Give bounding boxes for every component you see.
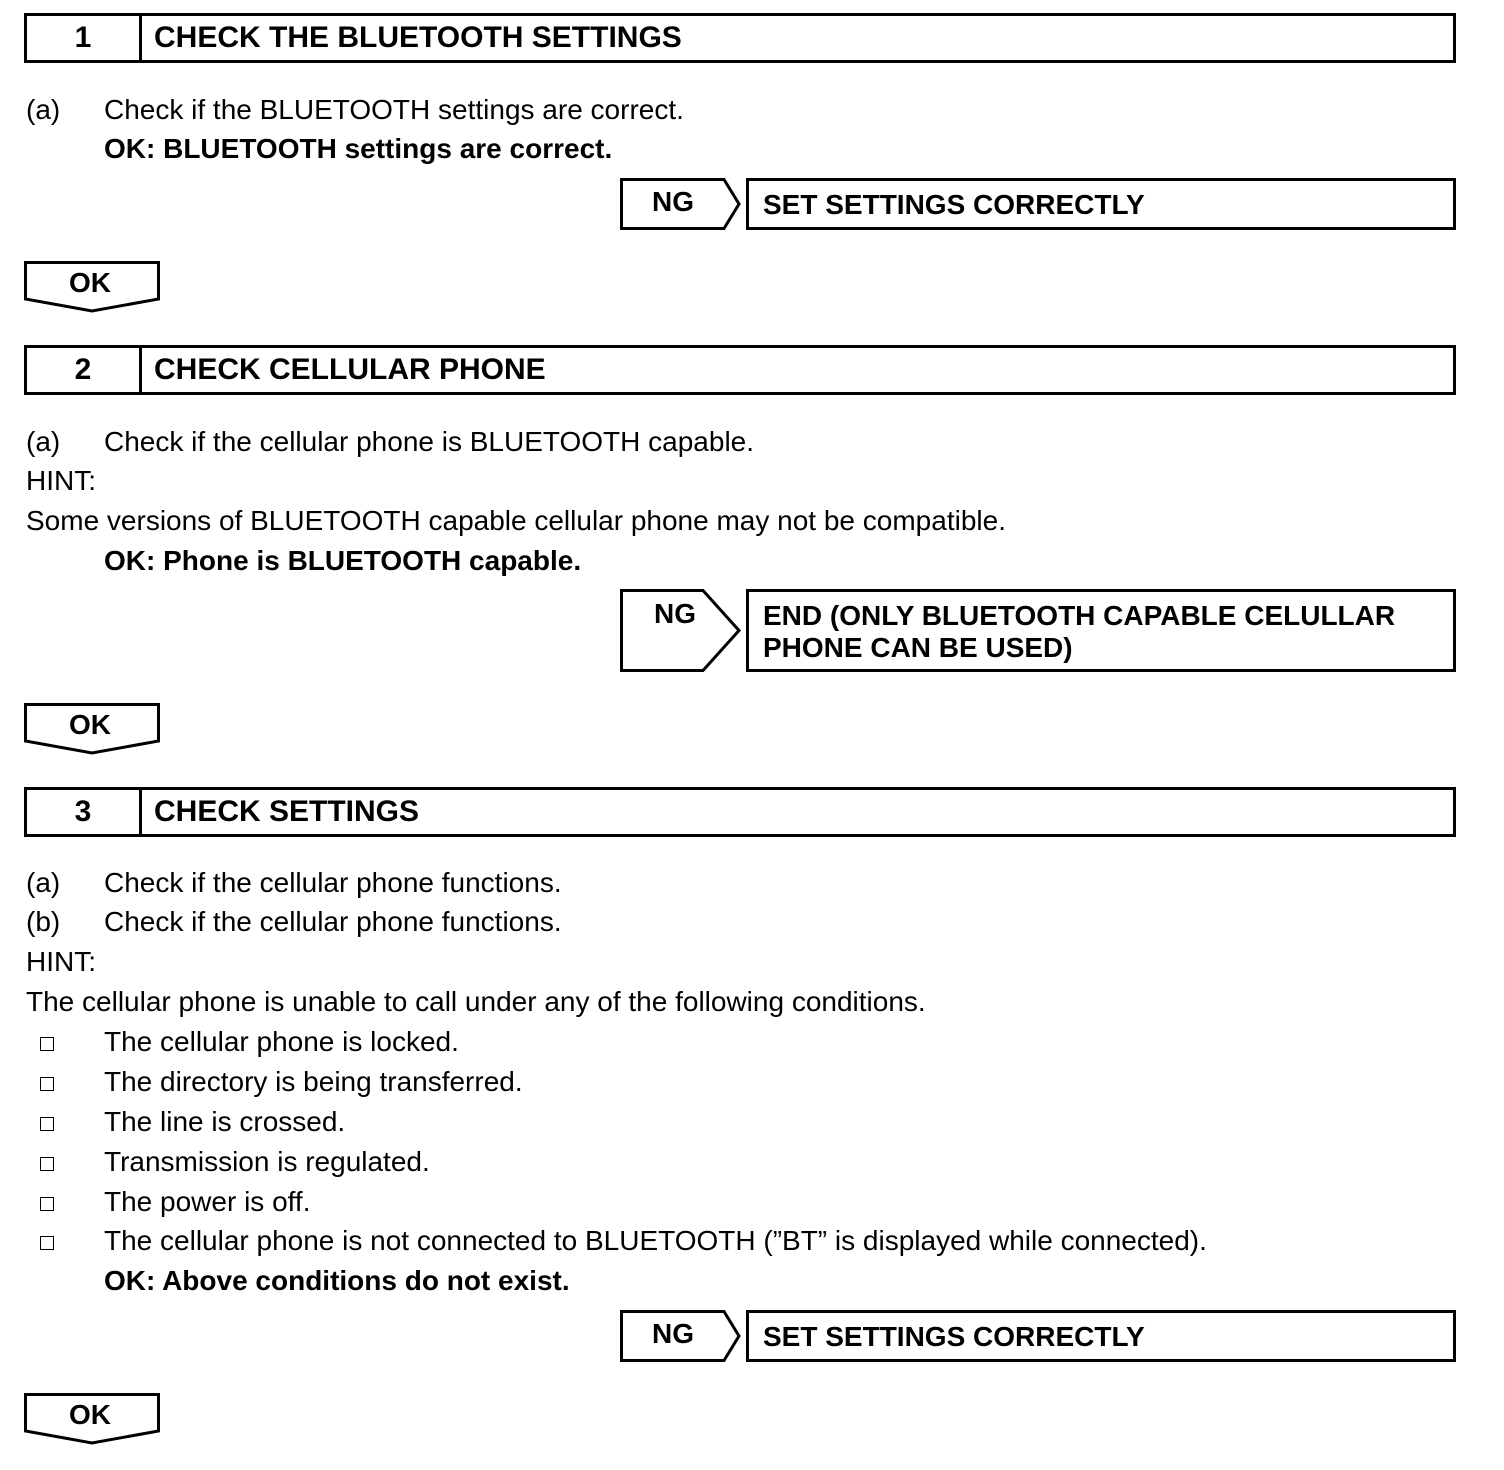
ok-label: OK bbox=[69, 1399, 111, 1430]
condition-text: The line is crossed. bbox=[104, 1106, 346, 1137]
condition-text: The directory is being transferred. bbox=[104, 1066, 523, 1097]
checkbox-icon bbox=[40, 1037, 54, 1051]
item-marker: (a) bbox=[26, 426, 61, 457]
condition-text: The cellular phone is not connected to BLUETOOTH (”BT” is displayed while connected). bbox=[104, 1225, 1207, 1256]
condition-text: Transmission is regulated. bbox=[104, 1146, 430, 1177]
checkbox-icon bbox=[40, 1077, 54, 1091]
ok-label: OK bbox=[69, 709, 111, 740]
ng-label: NG bbox=[652, 186, 694, 217]
checkbox-icon bbox=[40, 1117, 54, 1131]
item-marker: (b) bbox=[26, 906, 61, 937]
ng-result-line: SET SETTINGS CORRECTLY bbox=[763, 1321, 1145, 1352]
item-text: Check if the cellular phone is BLUETOOTH capable. bbox=[104, 426, 755, 457]
step-2-ok-arrow bbox=[24, 703, 160, 755]
step-1-ng-branch bbox=[620, 178, 1456, 230]
checkbox-icon bbox=[40, 1197, 54, 1211]
step-1-ok-arrow bbox=[24, 261, 160, 313]
hint-text: Some versions of BLUETOOTH capable cellular phone may not be compatible. bbox=[26, 505, 1006, 536]
ng-result-box bbox=[746, 178, 1456, 230]
ng-label: NG bbox=[652, 1318, 694, 1349]
ng-result-line: PHONE CAN BE USED) bbox=[763, 632, 1073, 663]
item-text: Check if the cellular phone functions. bbox=[104, 867, 562, 898]
hint-text: The cellular phone is unable to call under any of the following conditions. bbox=[26, 986, 926, 1017]
item-text: Check if the cellular phone functions. bbox=[104, 906, 562, 937]
ng-result-box bbox=[746, 589, 1456, 672]
step-2-ng-branch bbox=[620, 589, 1456, 672]
item-marker: (a) bbox=[26, 867, 61, 898]
ok-criteria-text: OK: BLUETOOTH settings are correct. bbox=[104, 133, 613, 164]
step-title: CHECK THE BLUETOOTH SETTINGS bbox=[154, 21, 682, 54]
step-number: 2 bbox=[27, 348, 142, 392]
step-3-header bbox=[24, 787, 1456, 837]
step-1-header bbox=[24, 13, 1456, 63]
condition-text: The power is off. bbox=[104, 1186, 311, 1217]
ok-criteria-text: OK: Phone is BLUETOOTH capable. bbox=[104, 545, 582, 576]
checkbox-icon bbox=[40, 1236, 54, 1250]
step-2-header bbox=[24, 345, 1456, 395]
ng-result-box bbox=[746, 1310, 1456, 1362]
step-title: CHECK CELLULAR PHONE bbox=[154, 353, 546, 386]
checkbox-icon bbox=[40, 1157, 54, 1171]
step-3-ng-branch bbox=[620, 1310, 1456, 1362]
condition-text: The cellular phone is locked. bbox=[104, 1026, 459, 1057]
step-number: 1 bbox=[27, 16, 142, 60]
item-text: Check if the BLUETOOTH settings are correct. bbox=[104, 94, 684, 125]
ng-result-line: END (ONLY BLUETOOTH CAPABLE CELULLAR bbox=[763, 600, 1396, 631]
ok-label: OK bbox=[69, 267, 111, 298]
step-title: CHECK SETTINGS bbox=[154, 795, 420, 828]
ng-label: NG bbox=[654, 598, 696, 629]
step-number: 3 bbox=[27, 790, 142, 834]
item-marker: (a) bbox=[26, 94, 61, 125]
ng-result-line: SET SETTINGS CORRECTLY bbox=[763, 189, 1145, 220]
step-3-ok-arrow bbox=[24, 1393, 160, 1445]
hint-label: HINT: bbox=[26, 946, 96, 977]
ok-criteria-text: OK: Above conditions do not exist. bbox=[104, 1265, 570, 1296]
hint-label: HINT: bbox=[26, 465, 96, 496]
